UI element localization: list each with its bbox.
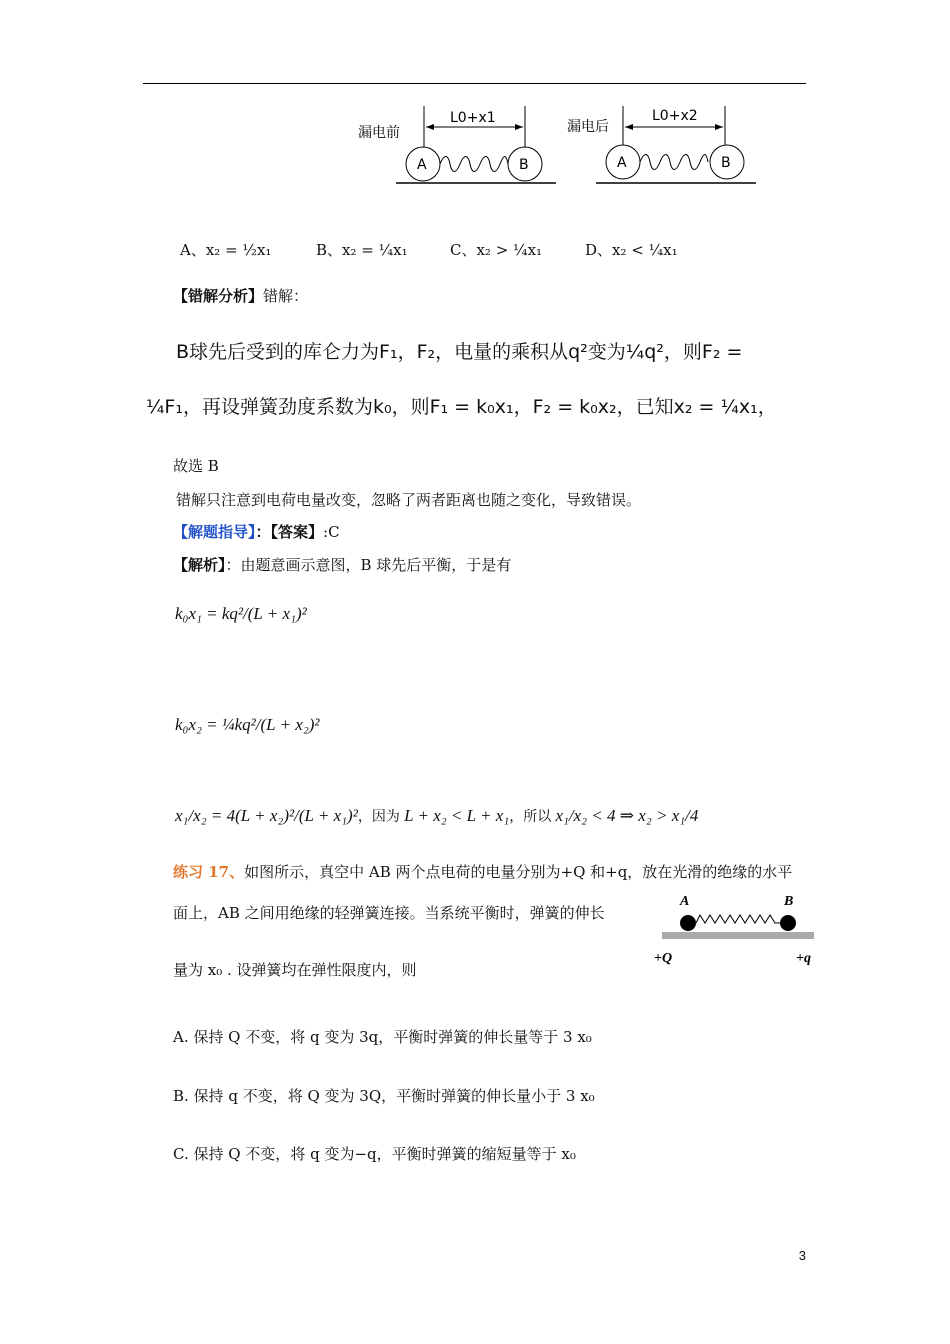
wrong-comment: 错解只注意到电荷电量改变，忽略了两者距离也随之变化，导致错误。 [176, 491, 642, 509]
option-c: C、x₂ > ¼x₁ [450, 241, 543, 259]
leakage-figure [350, 100, 770, 195]
choose-b: 故选 B [173, 457, 219, 475]
fig-q-big: +Q [654, 951, 673, 966]
page-number: 3 [798, 1248, 806, 1263]
answer-value: :C [323, 523, 340, 541]
analysis-line [173, 555, 511, 575]
dist-before: L0+x1 [450, 110, 496, 126]
option-d: D、x₂ < ¼x₁ [585, 241, 678, 259]
fig-q-small: +q [796, 951, 811, 966]
guide-line [173, 522, 340, 542]
eq3-end: x₁/x₂ < 4 ⇒ x₂ > x₁/4 [555, 806, 699, 825]
exercise-line-1 [173, 862, 792, 882]
wrong-analysis-heading: 【错解分析】 [173, 287, 264, 305]
eq3-mid: ，因为 [357, 809, 400, 825]
equation-3 [175, 806, 698, 826]
fig-label-a: A [680, 894, 690, 909]
wrong-line-2: ¼F₁，再设弹簧劲度系数为k₀，则F₁ = k₀x₁，F₂ = k₀x₂，已知x₂ = ¼x₁， [146, 396, 777, 418]
equation-2: k₀x₂ = ¼kq²/(L + x₂)² [175, 715, 320, 734]
exercise-figure [648, 890, 828, 970]
eq3-cond: L + x₂ < L + x₁ [404, 806, 510, 825]
fig-label-b: B [784, 894, 794, 909]
exercise-option-c: C. 保持 Q 不变，将 q 变为−q，平衡时弹簧的缩短量等于 x₀ [173, 1145, 576, 1163]
equation-1: k₀x₁ = kq²/(L + x₁)² [175, 604, 307, 623]
exercise-line-3: 量为 x₀ . 设弹簧均在弹性限度内，则 [173, 961, 417, 979]
eq3-ratio: x₁/x₂ = 4(L + x₂)²/(L + x₁)² [175, 806, 358, 825]
analysis-text: ：由题意画示意图，B 球先后平衡，于是有 [225, 556, 512, 574]
exercise-text-1: 如图所示，真空中 AB 两个点电荷的电量分别为+Q 和+q，放在光滑的绝缘的水平 [244, 863, 793, 881]
option-a: A、x₂ = ½x₁ [180, 241, 272, 259]
exercise-label: 练习 17、 [173, 863, 245, 881]
wrong-analysis-heading-line [173, 286, 308, 306]
analysis-heading: 【解析】 [173, 556, 226, 574]
ball-a-after: A [617, 155, 627, 171]
exercise-option-a: A. 保持 Q 不变，将 q 变为 3q，平衡时弹簧的伸长量等于 3 x₀ [173, 1028, 592, 1046]
exercise-option-b: B. 保持 q 不变，将 Q 变为 3Q，平衡时弹簧的伸长量小于 3 x₀ [173, 1087, 595, 1105]
eq3-so: ，所以 [509, 809, 552, 825]
before-label: 漏电前 [358, 125, 400, 141]
wrong-line-1: B球先后受到的库仑力为F₁，F₂，电量的乘积从q²变为¼q²，则F₂ = [176, 341, 743, 363]
ball-b-after: B [721, 155, 731, 171]
exercise-line-2: 面上，AB 之间用绝缘的轻弹簧连接。当系统平衡时，弹簧的伸长 [173, 904, 605, 922]
after-label: 漏电后 [567, 119, 609, 135]
dist-after: L0+x2 [652, 108, 698, 124]
ball-b-before: B [519, 157, 529, 173]
option-b: B、x₂ = ¼x₁ [316, 241, 408, 259]
wrong-analysis-suffix: 错解： [263, 287, 309, 305]
guide-colon: ： [255, 523, 271, 541]
guide-heading: 【解题指导】 [173, 523, 256, 541]
answer-label: 【答案】 [270, 523, 324, 541]
header-rule [143, 83, 806, 84]
ball-a-before: A [417, 157, 427, 173]
